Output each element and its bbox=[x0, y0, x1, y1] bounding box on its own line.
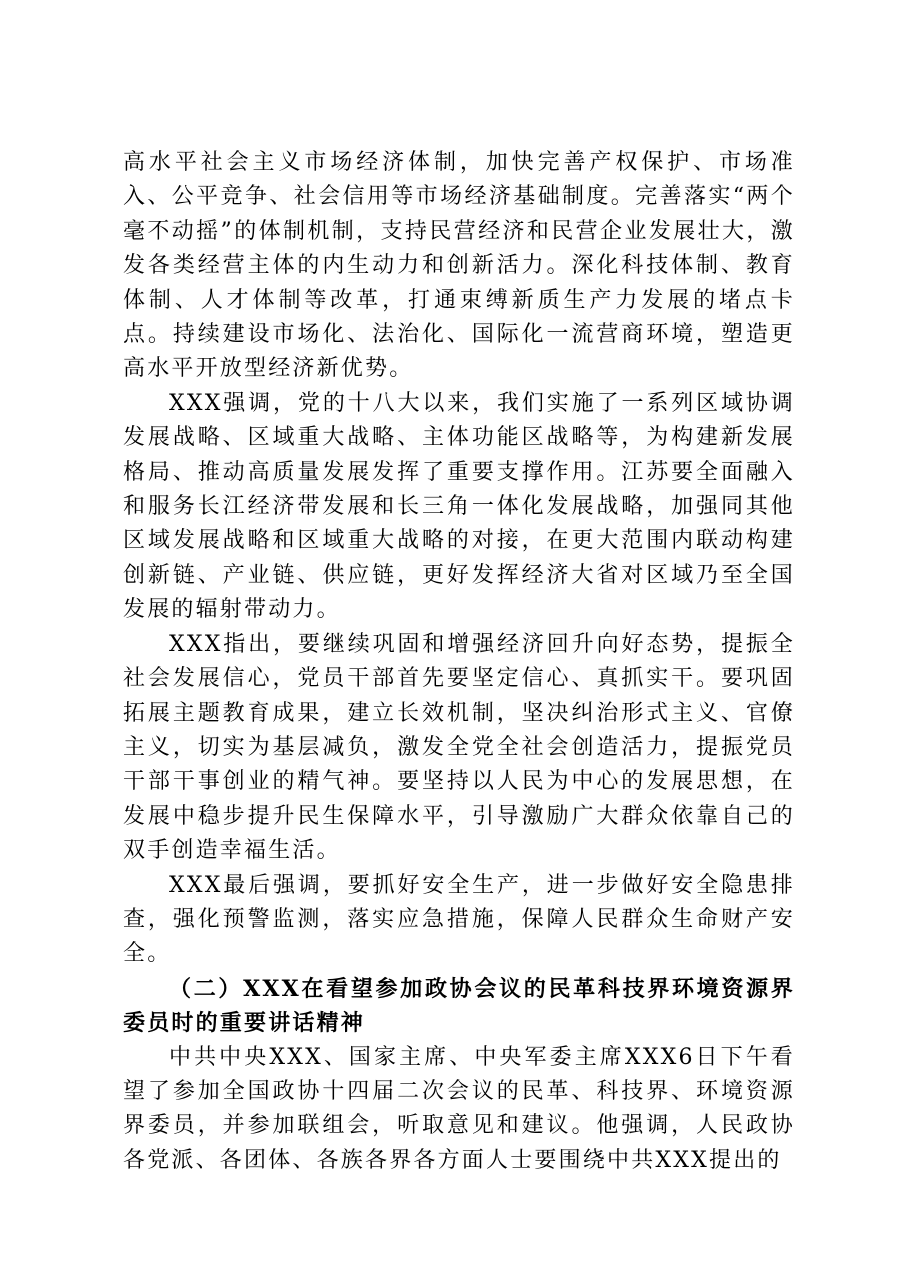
paragraph-cppcc-visit: 中共中央XXX、国家主席、中央军委主席XXX6日下午看望了参加全国政协十四届二次会议的民革、科技界、环境资源界委员，并参加联组会，听取意见和建议。他强调，人民政协各党派、各团体、各族各界各方面人士要围绕中共XXX提出的 bbox=[123, 1044, 795, 1173]
paragraph-safety-production: XXX最后强调，要抓好安全生产，进一步做好安全隐患排查，强化预警监测，落实应急措施，保障人民群众生命财产安全。 bbox=[123, 872, 795, 967]
paragraph-regional-development: XXX强调，党的十八大以来，我们实施了一系列区域协调发展战略、区域重大战略、主体功能区战略等，为构建新发展格局、推动高质量发展发挥了重要支撑作用。江苏要全面融入和服务长江经济带发展和长三角一体化发展战略，加强同其他区域发展战略和区域重大战略的对接，在更大范围内联动构建创新链、产业链、供应链，更好发挥经济大省对区域乃至全国发展的辐射带动力。 bbox=[123, 390, 795, 623]
section-heading: （二）XXX在看望参加政协会议的民革科技界环境资源界委员时的重要讲话精神 bbox=[123, 975, 795, 1037]
document-body bbox=[123, 146, 795, 1178]
paragraph-economic-confidence: XXX指出，要继续巩固和增强经济回升向好态势，提振全社会发展信心，党员干部首先要坚定信心、真抓实干。要巩固拓展主题教育成果，建立长效机制，坚决纠治形式主义、官僚主义，切实为基层减负，激发全党全社会创造活力，提振党员干部干事创业的精气神。要坚持以人民为中心的发展思想，在发展中稳步提升民生保障水平，引导激励广大群众依靠自己的双手创造幸福生活。 bbox=[123, 631, 795, 864]
paragraph-continued: 高水平社会主义市场经济体制，加快完善产权保护、市场准入、公平竞争、社会信用等市场经济基础制度。完善落实“两个毫不动摇”的体制机制，支持民营经济和民营企业发展壮大，激发各类经营主体的内生动力和创新活力。深化科技体制、教育体制、人才体制等改革，打通束缚新质生产力发展的堵点卡点。持续建设市场化、法治化、国际化一流营商环境，塑造更高水平开放型经济新优势。 bbox=[123, 150, 795, 382]
